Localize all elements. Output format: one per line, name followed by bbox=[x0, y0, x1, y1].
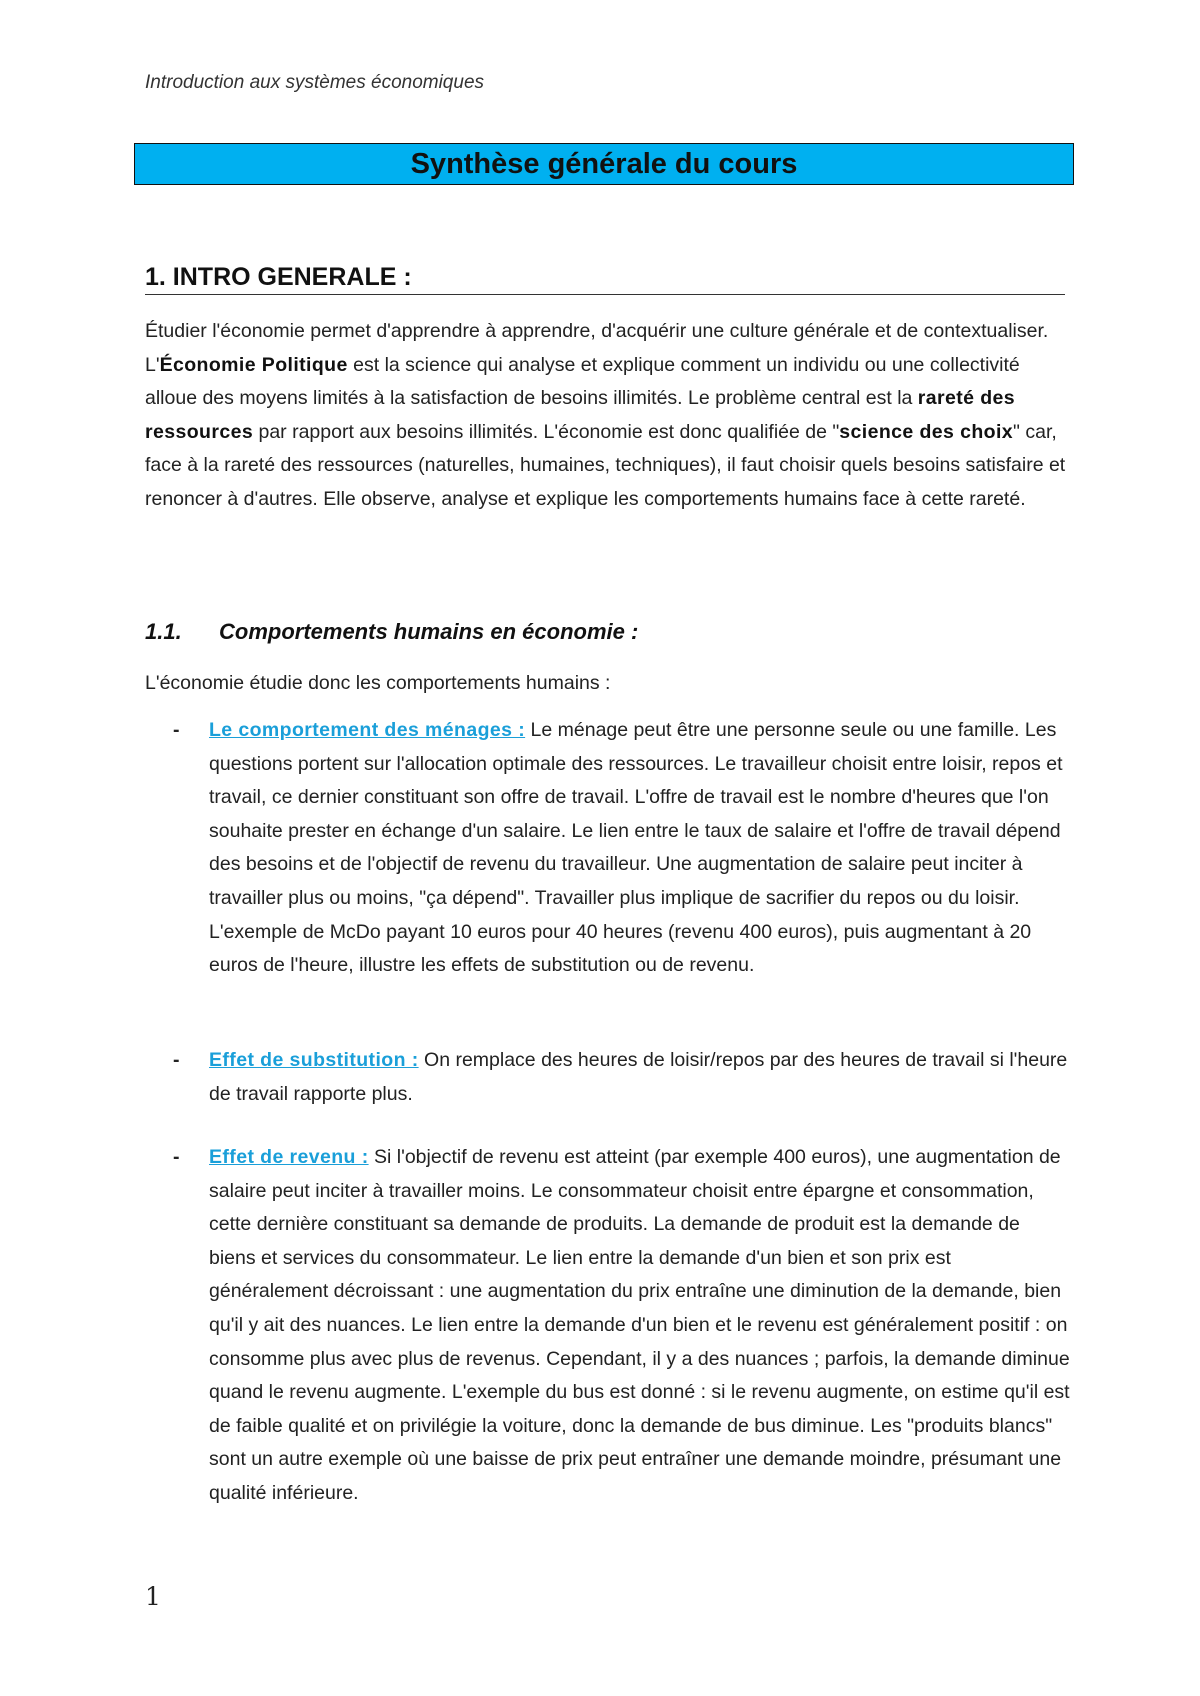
page-number: 1 bbox=[145, 1582, 161, 1611]
subsection-number: 1.1. bbox=[145, 619, 182, 644]
term-rarete-ressources: rareté des ressources bbox=[145, 387, 1016, 443]
list-item: - Effet de substitution : On remplace des heures de loisir/repos par des heures de travail si l'heure de travail rapporte plus. bbox=[145, 1044, 1070, 1111]
document-title: Synthèse générale du cours bbox=[410, 147, 798, 180]
running-header: Introduction aux systèmes économiques bbox=[145, 72, 485, 93]
bullet-dash: - bbox=[173, 719, 180, 741]
bullet-dash: - bbox=[173, 1146, 180, 1168]
subsection-intro: L'économie étudie donc les comportements humains : bbox=[145, 672, 611, 694]
subsection-title: Comportements humains en économie : bbox=[219, 619, 639, 644]
term-science-des-choix: science des choix bbox=[839, 420, 1014, 443]
term-link-substitution[interactable]: Effet de substitution : bbox=[209, 1049, 419, 1071]
section-heading-intro: 1. INTRO GENERALE : bbox=[145, 263, 1065, 295]
term-link-menages[interactable]: Le comportement des ménages : bbox=[209, 719, 526, 741]
term-link-revenu[interactable]: Effet de revenu : bbox=[209, 1146, 369, 1168]
bullet-dash: - bbox=[173, 1049, 180, 1071]
list-item: - Le comportement des ménages : Le ménage peut être une personne seule ou une famille. Les questions portent sur l'allocation optimale des ressources. Le travailleur choisit entre loisir, repos et travail, ce dernier constituant son offre de travail. L'offre de travail est le nombre d'heures que l'on souhaite prester en échange d'un salaire. Le lien entre le taux de salaire et l'offre de travail dépend des besoins et de l'objectif de revenu du travailleur. Une augmentation de salaire peut inciter à travailler plus ou moins, "ça dépend". Travailler plus implique de sacrifier du repos ou du loisir. L'exemple de McDo payant 10 euros pour 40 heures (revenu 400 euros), puis augmentant à 20 euros de l'heure, illustre les effets de substitution ou de revenu. bbox=[145, 714, 1070, 983]
term-economie-politique: Économie Politique bbox=[159, 353, 348, 376]
document-title-banner bbox=[134, 143, 1074, 185]
intro-paragraph: Étudier l'économie permet d'apprendre à apprendre, d'acquérir une culture générale et de contextualiser. L'Économie Politique est la science qui analyse et explique comment un individu ou une collectivité alloue des moyens limités à la satisfaction de besoins illimités. Le problème central est la rareté des ressources par rapport aux besoins illimités. L'économie est donc qualifiée de "science des choix" car, face à la rareté des ressources (naturelles, humaines, techniques), il faut choisir quels besoins satisfaire et renoncer à d'autres. Elle observe, analyse et explique les comportements humains face à cette rareté. bbox=[145, 320, 1066, 510]
subsection-heading-comportements bbox=[145, 619, 638, 645]
list-item: - Effet de revenu : Si l'objectif de revenu est atteint (par exemple 400 euros), une augmentation de salaire peut inciter à travailler moins. Le consommateur choisit entre épargne et consommation, cette dernière constituant sa demande de produits. La demande de produit est la demande de biens et services du consommateur. Le lien entre la demande d'un bien et son prix est généralement décroissant : une augmentation du prix entraîne une diminution de la demande, bien qu'il y ait des nuances. Le lien entre la demande d'un bien et le revenu est généralement positif : on consomme plus avec plus de revenus. Cependant, il y a des nuances ; parfois, la demande diminue quand le revenu augmente. L'exemple du bus est donné : si le revenu augmente, on estime qu'il est de faible qualité et on privilégie la voiture, donc la demande de bus diminue. Les "produits blancs" sont un autre exemple où une baisse de prix peut entraîner une demande moindre, présumant une qualité inférieure. bbox=[145, 1141, 1070, 1511]
